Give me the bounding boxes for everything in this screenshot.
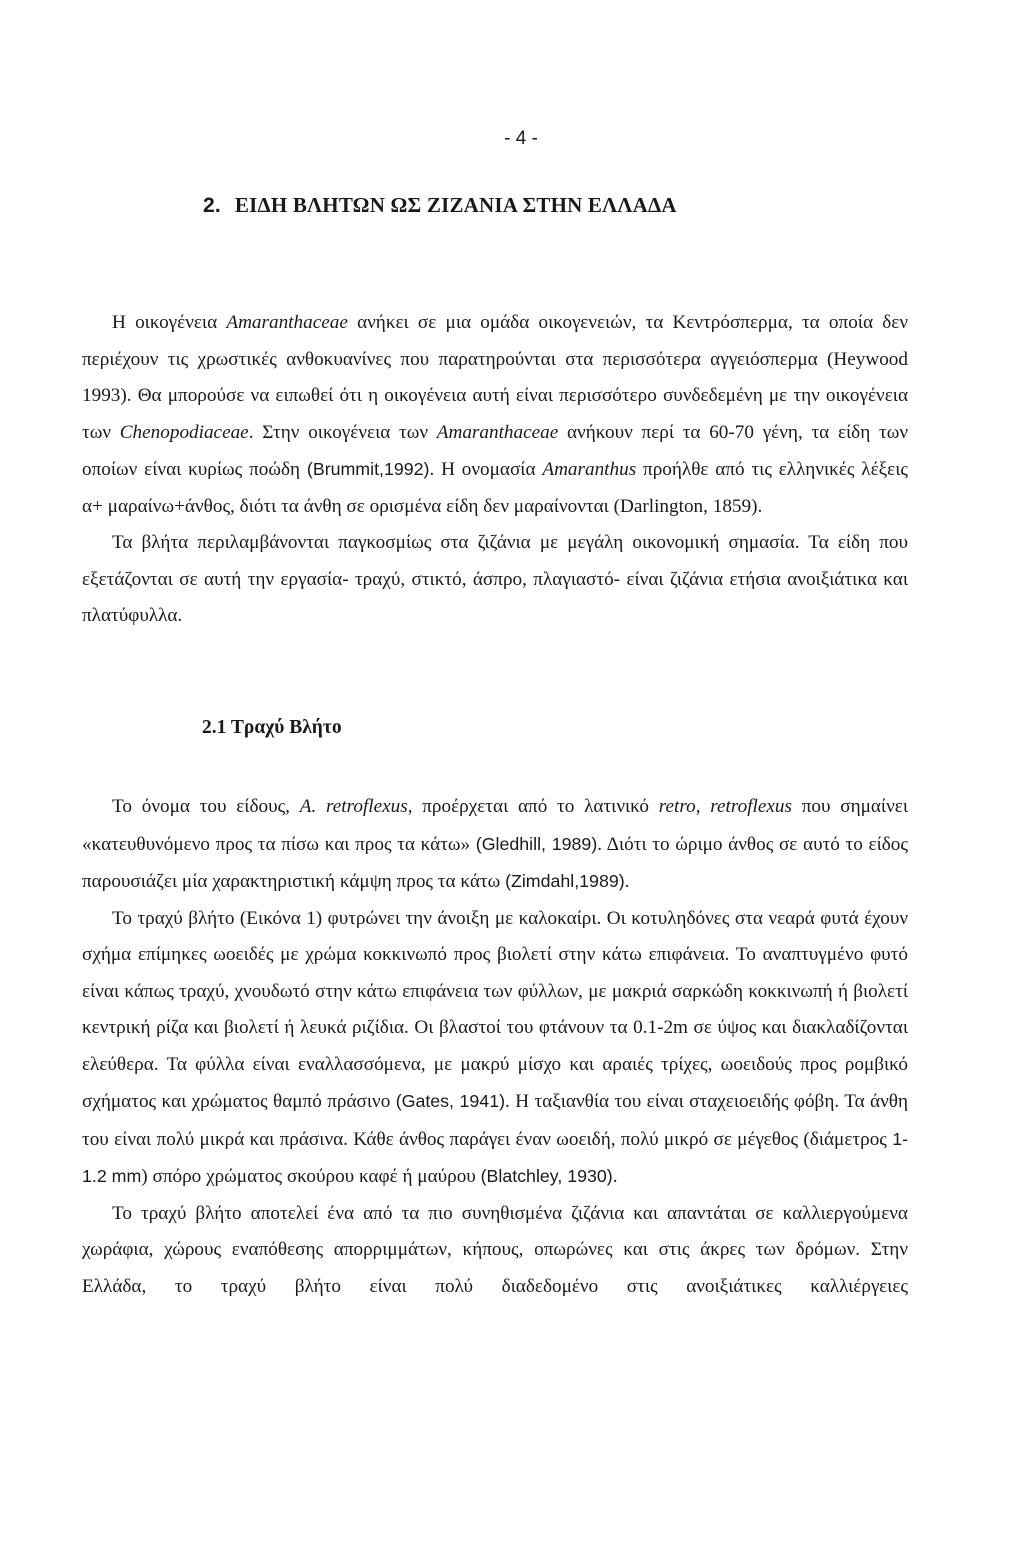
- citation: (Gates, 1941): [395, 1091, 506, 1111]
- text-run: Το όνομα του είδους,: [112, 796, 300, 817]
- species-name: A. retroflexus: [299, 796, 408, 817]
- text-run: .: [612, 1166, 618, 1187]
- intro-text: [82, 305, 908, 635]
- text-run: .: [624, 871, 630, 892]
- text-run: , προέρχεται από το λατινικό: [407, 796, 659, 817]
- measurement: 1-1.2 mm: [82, 1128, 908, 1186]
- citation: (Gledhill, 1989): [475, 833, 598, 854]
- section-paragraph-1: [82, 789, 908, 901]
- page-number: - 4 -: [504, 128, 538, 149]
- text-run: ανήκει σε μια ομάδα οικογενειών, τα Κεντρόσπερμα, τα οποία δεν περιέχουν τις χρωστικές ανθοκυανίνες που παρατηρούνται στα περισσότερα αγγειόσπερμα (Heywood 1993). Θα μπορούσε να ειπωθεί ότι η οικογένεια αυτή είναι περισσότερο συνδεδεμένη με την οικογένεια των: [82, 312, 908, 443]
- citation: (Blatchley, 1930): [480, 1166, 613, 1186]
- latin-term: retro, retroflexus: [658, 796, 792, 817]
- intro-paragraph-2: Τα βλήτα περιλαμβάνονται παγκοσμίως στα ζιζάνια με μεγάλη οικονομική σημασία. Τα είδη που εξετάζονται σε αυτή την εργασία- τραχύ, στικτό, άσπρο, πλαγιαστό- είναι ζιζάνια ετήσια ανοιξιάτικα και πλατύφυλλα.: [82, 532, 908, 626]
- text-run: . Η ονομασία: [429, 459, 543, 480]
- text-run: . Η ταξιανθία του είναι σταχειοειδής φόβη. Τα άνθη του είναι πολύ μικρά και πράσινα. Κάθε άνθος παράγει έναν ωοειδή, πολύ μικρό σε μέγεθος (διάμετρος: [82, 1091, 908, 1150]
- text-run: Το τραχύ βλήτο (Εικόνα 1) φυτρώνει την άνοιξη με καλοκαίρι. Οι κοτυληδόνες στα νεαρά φυτά έχουν σχήμα επίμηκες ωοειδές με χρώμα κοκκινωπό προς βιολετί στην κάτω επιφάνεια. Το αναπτυγμένο φυτό είναι κάπως τραχύ, χνουδωτό στην κάτω επιφάνεια των φύλλων, με μακριά σαρκώδη κοκκινωπή ή βιολετί κεντρική ρίζα και βιολετί ή λευκά ριζίδια. Οι βλαστοί του φτάνουν τα 0.1-2m σε ύψος και διακλαδίζονται ελεύθερα. Τα φύλλα είναι εναλλασσόμενα, με μακρύ μίσχο και αραιές τρίχες, ωοειδούς προς ρομβικό σχήματος και χρώματος θαμπό πράσινο: [82, 907, 908, 1112]
- text-run: ανήκουν περί τα 60-70 γένη, τα είδη των οποίων είναι κυρίως ποώδη: [82, 421, 909, 480]
- citation: (Brummit,1992): [306, 459, 430, 479]
- citation: (Zimdahl,1989): [505, 871, 625, 891]
- intro-paragraph-1: [82, 305, 908, 525]
- section-paragraph-2: [82, 901, 908, 1196]
- genus-name: Amaranthus: [542, 459, 637, 480]
- family-name: Chenopodiaceae: [119, 421, 249, 443]
- text-run: Η οικογένεια: [112, 312, 227, 333]
- section-text: [82, 789, 908, 1305]
- text-run: προήλθε από τις ελληνικές λέξεις α+ μαραίνω+άνθος, διότι τα άνθη σε ορισμένα είδη δεν μαραίνονται (Darlington, 1859).: [82, 459, 909, 517]
- text-run: που σημαίνει «κατευθυνόμενο προς τα πίσω και προς τα κάτω»: [82, 796, 908, 855]
- text-run: . Διότι το ώριμο άνθος σε αυτό το είδος παρουσιάζει μία χαρακτηριστική κάμψη προς τα κάτω: [82, 833, 908, 892]
- family-name: Amaranthaceae: [436, 421, 559, 443]
- section-heading-number: 2.: [203, 194, 221, 217]
- family-name: Amaranthaceae: [226, 312, 348, 333]
- section-paragraph-3: Το τραχύ βλήτο αποτελεί ένα από τα πιο συνηθισμένα ζιζάνια και απαντάται σε καλλιεργούμενα χωράφια, χώρους εναπόθεσης απορριμμάτων, κήπους, οπωρώνες και στις άκρες των δρόμων. Στην Ελλάδα, το τραχύ βλήτο είναι πολύ διαδεδομένο στις ανοιξιάτικες καλλιέργειες: [82, 1202, 908, 1297]
- text-run: . Στην οικογένεια των: [248, 421, 437, 443]
- section-heading-text: ΕΙΔΗ ΒΛΗΤΩΝ ΩΣ ΖΙΖΑΝΙΑ ΣΤΗΝ ΕΛΛΑΔΑ: [234, 193, 677, 217]
- subsection-heading: 2.1 Τραχύ Βλήτο: [202, 717, 342, 738]
- section-heading: [203, 193, 677, 218]
- text-run: ) σπόρο χρώματος σκούρου καφέ ή μαύρου: [141, 1166, 481, 1187]
